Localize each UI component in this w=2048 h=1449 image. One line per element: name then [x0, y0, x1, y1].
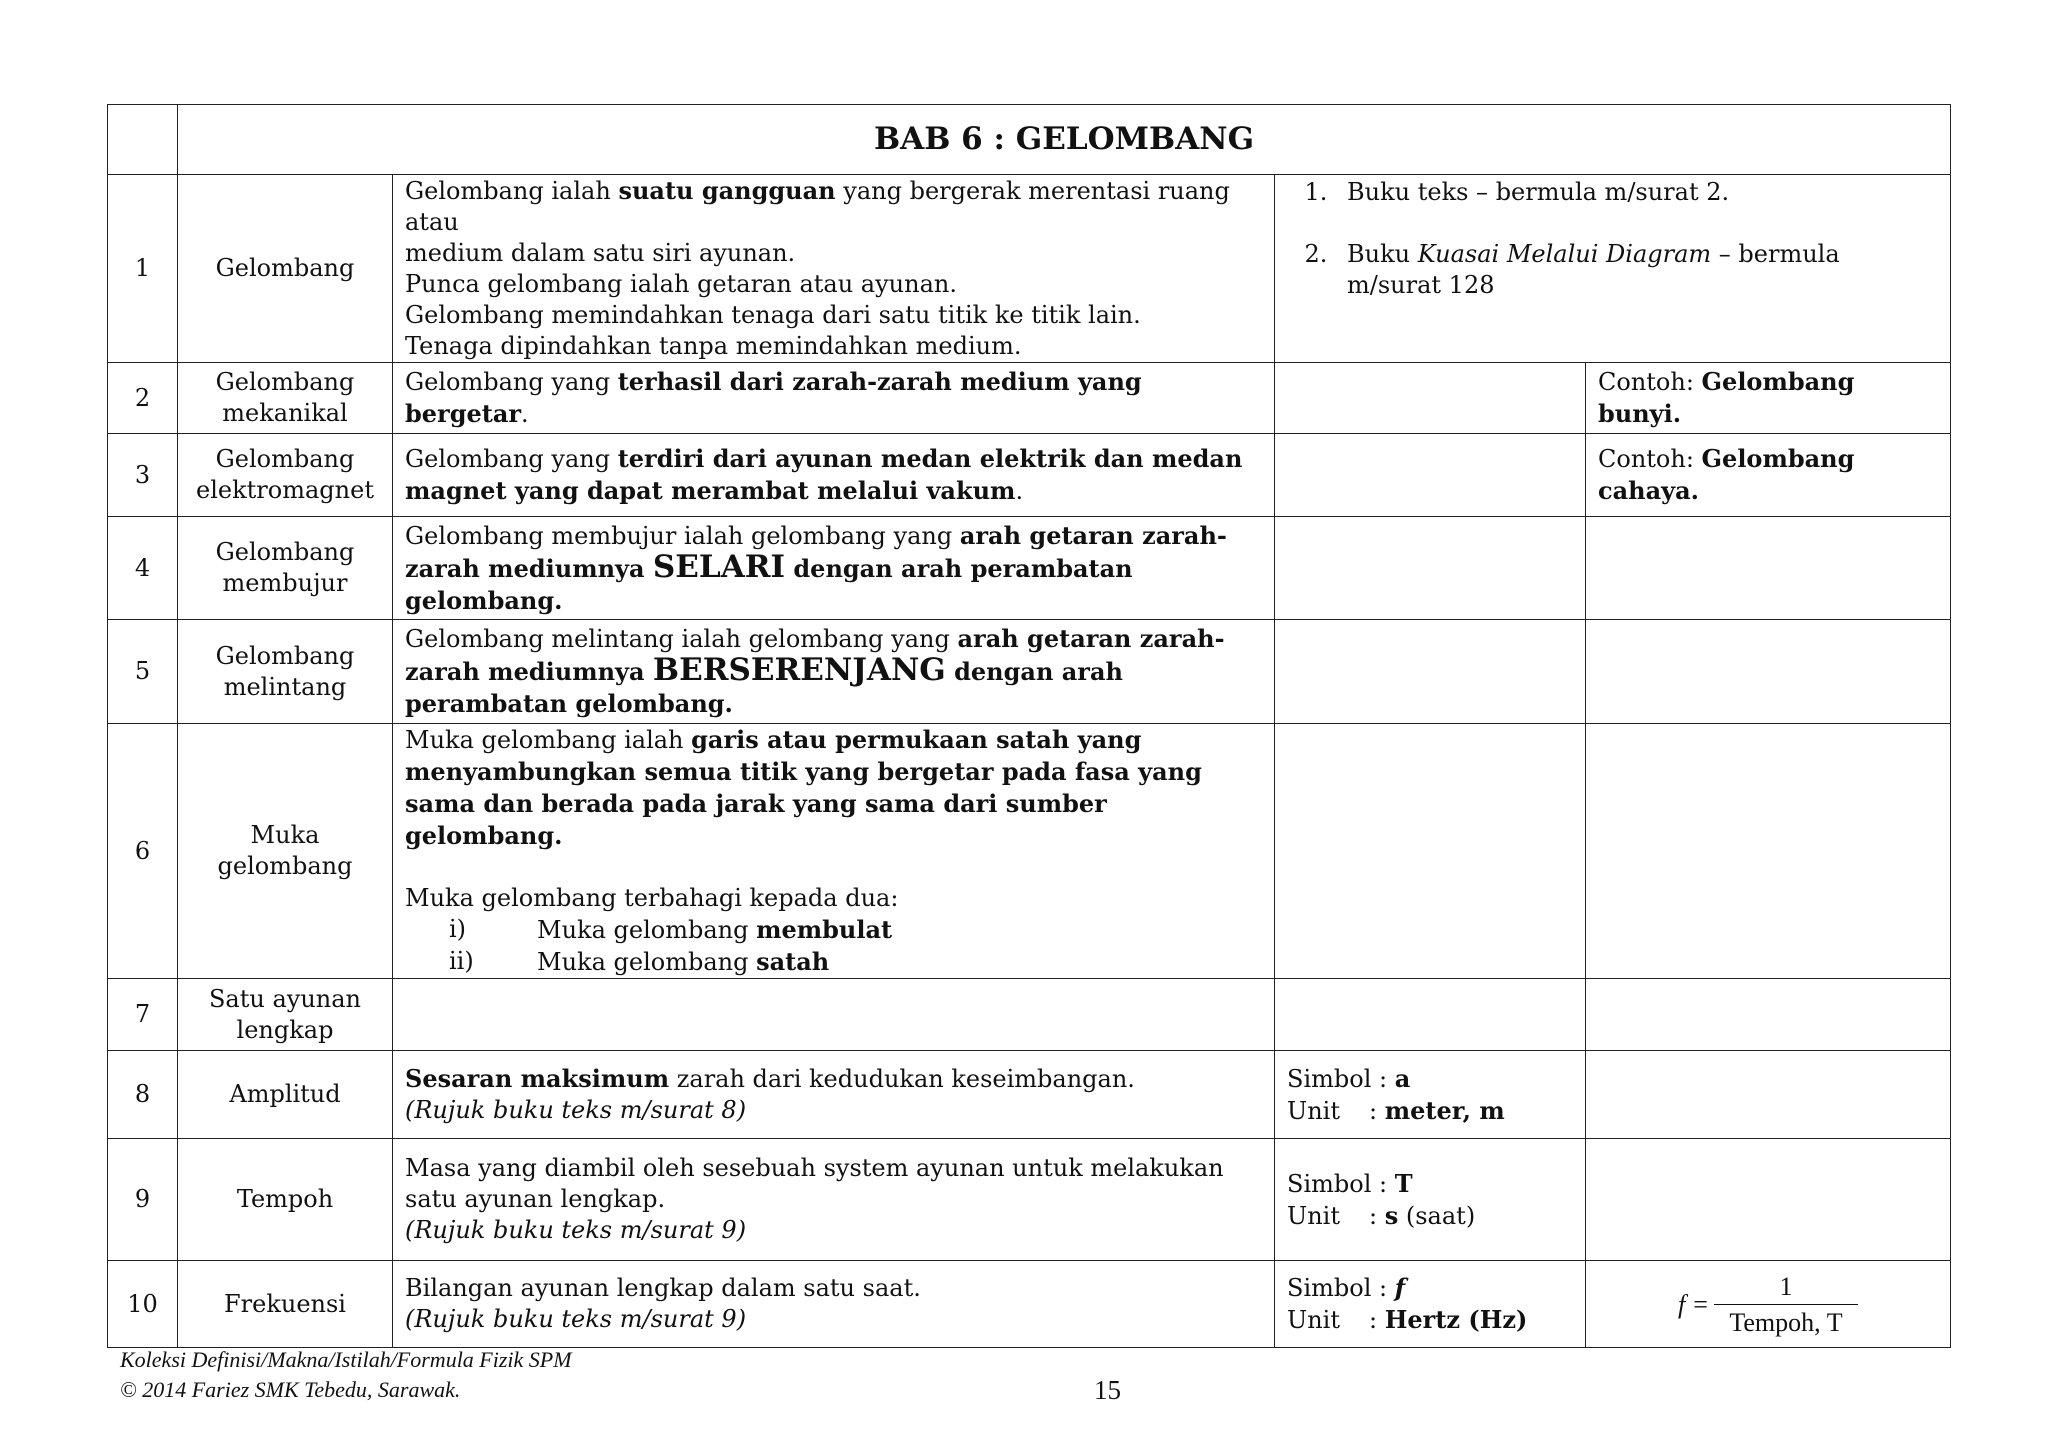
- symbol-cell: [1275, 979, 1586, 1051]
- definition: Masa yang diambil oleh sesebuah system ayunan untuk melakukan satu ayunan lengkap. (Rujuk buku teks m/surat 9): [393, 1139, 1275, 1261]
- row-number: 3: [108, 434, 178, 517]
- row-number: 8: [108, 1051, 178, 1139]
- symbol-cell: Simbol : a Unit : meter, m: [1275, 1051, 1586, 1139]
- row-number: 9: [108, 1139, 178, 1261]
- table-row: [108, 724, 1951, 979]
- table-row: [108, 175, 1951, 363]
- table-row: [108, 363, 1951, 434]
- extra-cell: [1586, 724, 1951, 979]
- term: Tempoh: [178, 1139, 393, 1261]
- term: Gelombang elektromagnet: [178, 434, 393, 517]
- symbol-cell: [1275, 724, 1586, 979]
- definition: Gelombang yang terdiri dari ayunan medan elektrik dan medan magnet yang dapat merambat melalui vakum.: [393, 434, 1275, 517]
- definition: Gelombang melintang ialah gelombang yang arah getaran zarah-zarah mediumnya BERSERENJANG dengan arah perambatan gelombang.: [393, 620, 1275, 724]
- table-row: [108, 620, 1951, 724]
- term: Gelombang melintang: [178, 620, 393, 724]
- row-number: 6: [108, 724, 178, 979]
- definition: Sesaran maksimum zarah dari kedudukan keseimbangan. (Rujuk buku teks m/surat 8): [393, 1051, 1275, 1139]
- table-row: [108, 1261, 1951, 1348]
- row-number: 2: [108, 363, 178, 434]
- row-number: 1: [108, 175, 178, 363]
- table-row: [108, 1051, 1951, 1139]
- extra-cell: [1586, 979, 1951, 1051]
- page-number: 15: [1094, 1375, 1121, 1405]
- definition: [393, 979, 1275, 1051]
- term: Muka gelombang: [178, 724, 393, 979]
- row-number: 5: [108, 620, 178, 724]
- extra-cell: [1586, 517, 1951, 620]
- title-row: [108, 105, 1951, 175]
- term: Frekuensi: [178, 1261, 393, 1348]
- formula-denominator: Tempoh, T: [1729, 1307, 1843, 1337]
- chapter-title: BAB 6 : GELOMBANG: [178, 105, 1951, 175]
- table-row: [108, 1139, 1951, 1261]
- definition: Gelombang ialah suatu gangguan yang bergerak merentasi ruang atau medium dalam satu siri ayunan. Punca gelombang ialah getaran atau ayunan. Gelombang memindahkan tenaga dari satu titik ke titik lain. Tenaga dipindahkan tanpa memindahkan medium.: [393, 175, 1275, 363]
- footer-line: Koleksi Definisi/Makna/Istilah/Formula Fizik SPM: [120, 1347, 572, 1372]
- definition: Gelombang yang terhasil dari zarah-zarah medium yang bergetar.: [393, 363, 1275, 434]
- reference-item: 2. Buku Kuasai Melalui Diagram – bermula m/surat 128: [1335, 239, 1938, 301]
- extra-cell: [1586, 1139, 1951, 1261]
- references: [1275, 175, 1951, 363]
- formula-cell: [1586, 1261, 1951, 1348]
- example: Contoh: Gelombang cahaya.: [1586, 434, 1951, 517]
- formula-numerator: 1: [1714, 1271, 1858, 1305]
- extra-cell: [1586, 620, 1951, 724]
- term: Gelombang membujur: [178, 517, 393, 620]
- footer-credits: [120, 1345, 572, 1405]
- frequency-formula: f = $\frac{1}{\text{Tempoh, T}}$: [1598, 1271, 1938, 1338]
- row-number: 10: [108, 1261, 178, 1348]
- definition: Gelombang membujur ialah gelombang yang arah getaran zarah-zarah mediumnya SELARI dengan arah perambatan gelombang.: [393, 517, 1275, 620]
- symbol-cell: [1275, 363, 1586, 434]
- table-row: [108, 517, 1951, 620]
- table-row: [108, 434, 1951, 517]
- definition: Muka gelombang ialah garis atau permukaan satah yang menyambungkan semua titik yang bergetar pada fasa yang sama dan berada pada jarak yang sama dari sumber gelombang. Muka gelombang terbahagi kepada dua: i) Muka gelombang membulat ii) Muka gelombang satah: [393, 724, 1275, 979]
- footer-line: © 2014 Fariez SMK Tebedu, Sarawak.: [120, 1377, 461, 1402]
- symbol-cell: Simbol : f Unit : Hertz (Hz): [1275, 1261, 1586, 1348]
- symbol-cell: [1275, 434, 1586, 517]
- definitions-table: [107, 104, 1951, 1348]
- term: Gelombang mekanikal: [178, 363, 393, 434]
- row-number: 4: [108, 517, 178, 620]
- term: Amplitud: [178, 1051, 393, 1139]
- reference-item: 1. Buku teks – bermula m/surat 2.: [1335, 177, 1938, 208]
- extra-cell: [1586, 1051, 1951, 1139]
- term: Gelombang: [178, 175, 393, 363]
- definition: Bilangan ayunan lengkap dalam satu saat. (Rujuk buku teks m/surat 9): [393, 1261, 1275, 1348]
- symbol-cell: [1275, 517, 1586, 620]
- symbol-cell: Simbol : T Unit : s (saat): [1275, 1139, 1586, 1261]
- title-blank-cell: [108, 105, 178, 175]
- example: Contoh: Gelombang bunyi.: [1586, 363, 1951, 434]
- row-number: 7: [108, 979, 178, 1051]
- table-row: [108, 979, 1951, 1051]
- symbol-cell: [1275, 620, 1586, 724]
- term: Satu ayunan lengkap: [178, 979, 393, 1051]
